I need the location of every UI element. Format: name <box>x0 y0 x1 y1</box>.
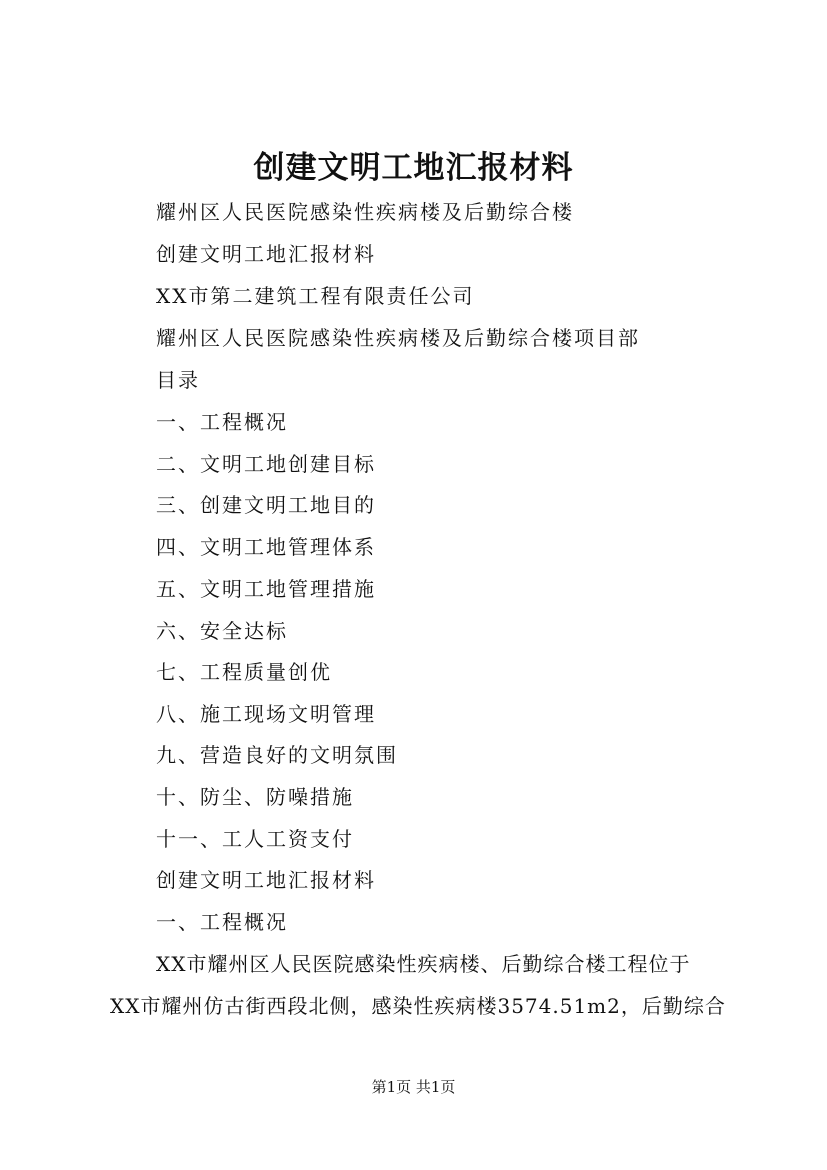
project-name-line: 耀州区人民医院感染性疾病楼及后勤综合楼 <box>156 200 574 224</box>
toc-item: 二、文明工地创建目标 <box>156 452 376 476</box>
toc-item: 六、安全达标 <box>156 619 288 643</box>
body-title: 创建文明工地汇报材料 <box>156 868 376 892</box>
toc-item: 五、文明工地管理措施 <box>156 577 376 601</box>
toc-item: 七、工程质量创优 <box>156 660 332 684</box>
toc-heading: 目录 <box>156 368 200 392</box>
page-footer: 第1页 共1页 <box>371 1078 456 1096</box>
toc-item: 一、工程概况 <box>156 410 288 434</box>
toc-item: 三、创建文明工地目的 <box>156 493 376 517</box>
toc-item: 九、营造良好的文明氛围 <box>156 743 398 767</box>
report-subtitle-line: 创建文明工地汇报材料 <box>156 242 376 266</box>
toc-item: 十一、工人工资支付 <box>156 827 354 851</box>
paragraph-line: XX市耀州区人民医院感染性疾病楼、后勤综合楼工程位于 <box>156 952 691 976</box>
document-title: 创建文明工地汇报材料 <box>253 150 574 186</box>
company-name-line: XX市第二建筑工程有限责任公司 <box>156 284 475 308</box>
toc-item: 八、施工现场文明管理 <box>156 702 376 726</box>
paragraph-line: XX市耀州仿古街西段北侧，感染性疾病楼3574.51m2，后勤综合 <box>110 994 726 1018</box>
project-department-line: 耀州区人民医院感染性疾病楼及后勤综合楼项目部 <box>156 326 640 350</box>
section-heading: 一、工程概况 <box>156 910 288 934</box>
toc-item: 十、防尘、防噪措施 <box>156 785 354 809</box>
toc-item: 四、文明工地管理体系 <box>156 535 376 559</box>
